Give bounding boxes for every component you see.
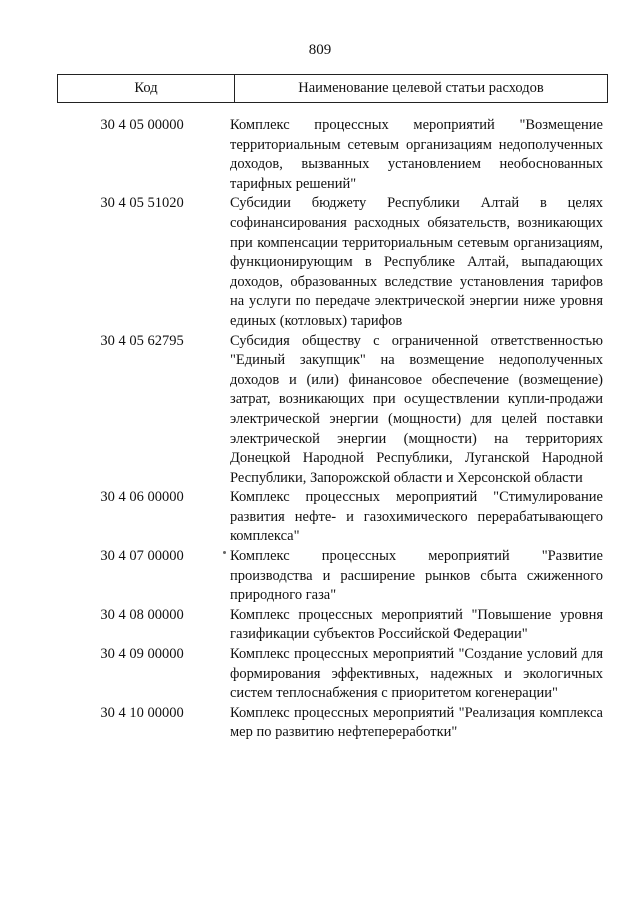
row-code: 30 4 10 00000 [100, 704, 184, 721]
table-body [57, 116, 608, 743]
row-code: 30 4 09 00000 [100, 646, 184, 663]
table-row [57, 606, 608, 645]
table-row [57, 547, 608, 606]
table-row [57, 116, 608, 194]
row-code: 30 4 05 00000 [100, 117, 184, 133]
row-code: 30 4 08 00000 [100, 606, 184, 623]
table-row [57, 645, 608, 704]
row-text: Субсидии бюджету Республики Алтай в целях софинансирования расходных обязательств, возникающих при компенсации территориальным сетевым организациям, функционирующим в Республике Алтай, выпадающих доходов, образованных вследствие установления тарифов на услуги по передаче электрической энергии ниже уровня единых (котловых) тарифов [230, 195, 603, 329]
table-row [57, 704, 608, 743]
row-code: 30 4 06 00000 [100, 489, 184, 506]
table-header [57, 74, 608, 103]
row-text: Комплекс процессных мероприятий "Создание условий для формирования эффективных, надежных и экологичных систем теплоснабжения с приоритетом когенерации" [230, 646, 603, 702]
page-number: 809 [308, 42, 332, 58]
row-text: Комплекс процессных мероприятий "Реализация комплекса мер по развитию нефтепереработки" [230, 704, 603, 741]
scan-speck [223, 551, 226, 554]
row-text: Комплекс процессных мероприятий "Повышение уровня газификации субъектов Российской Федерации" [230, 606, 603, 643]
row-text: Комплекс процессных мероприятий "Возмещение территориальным сетевым организациям недополученных доходов, вызванных установлением необоснованных тарифных решений" [230, 117, 603, 192]
row-code: 30 4 05 62795 [100, 332, 184, 349]
row-text: Комплекс процессных мероприятий "Стимулирование развития нефте- и газохимического перерабатывающего комплекса" [230, 489, 603, 545]
row-text: Комплекс процессных мероприятий "Развитие производства и расширение рынков сбыта сжиженного природного газа" [230, 548, 603, 604]
row-code: 30 4 05 51020 [100, 195, 184, 212]
row-code: 30 4 07 00000 [100, 548, 184, 565]
table-row [57, 488, 608, 547]
column-header-code: Код [58, 75, 235, 102]
row-text: Субсидия обществу с ограниченной ответственностью "Единый закупщик" на возмещение недополученных доходов и (или) финансовое обеспечение (возмещение) затрат, возникающих при осуществлении купли-продажи электрической энергии (мощности) для целей поставки электрической энергии (мощности) на территориях Донецкой Народной Республики, Луганской Народной Республики, Запорожской области и Херсонской области [230, 332, 603, 486]
table-row [57, 332, 608, 489]
table-row [57, 194, 608, 331]
column-header-name: Наименование целевой статьи расходов [298, 80, 544, 96]
